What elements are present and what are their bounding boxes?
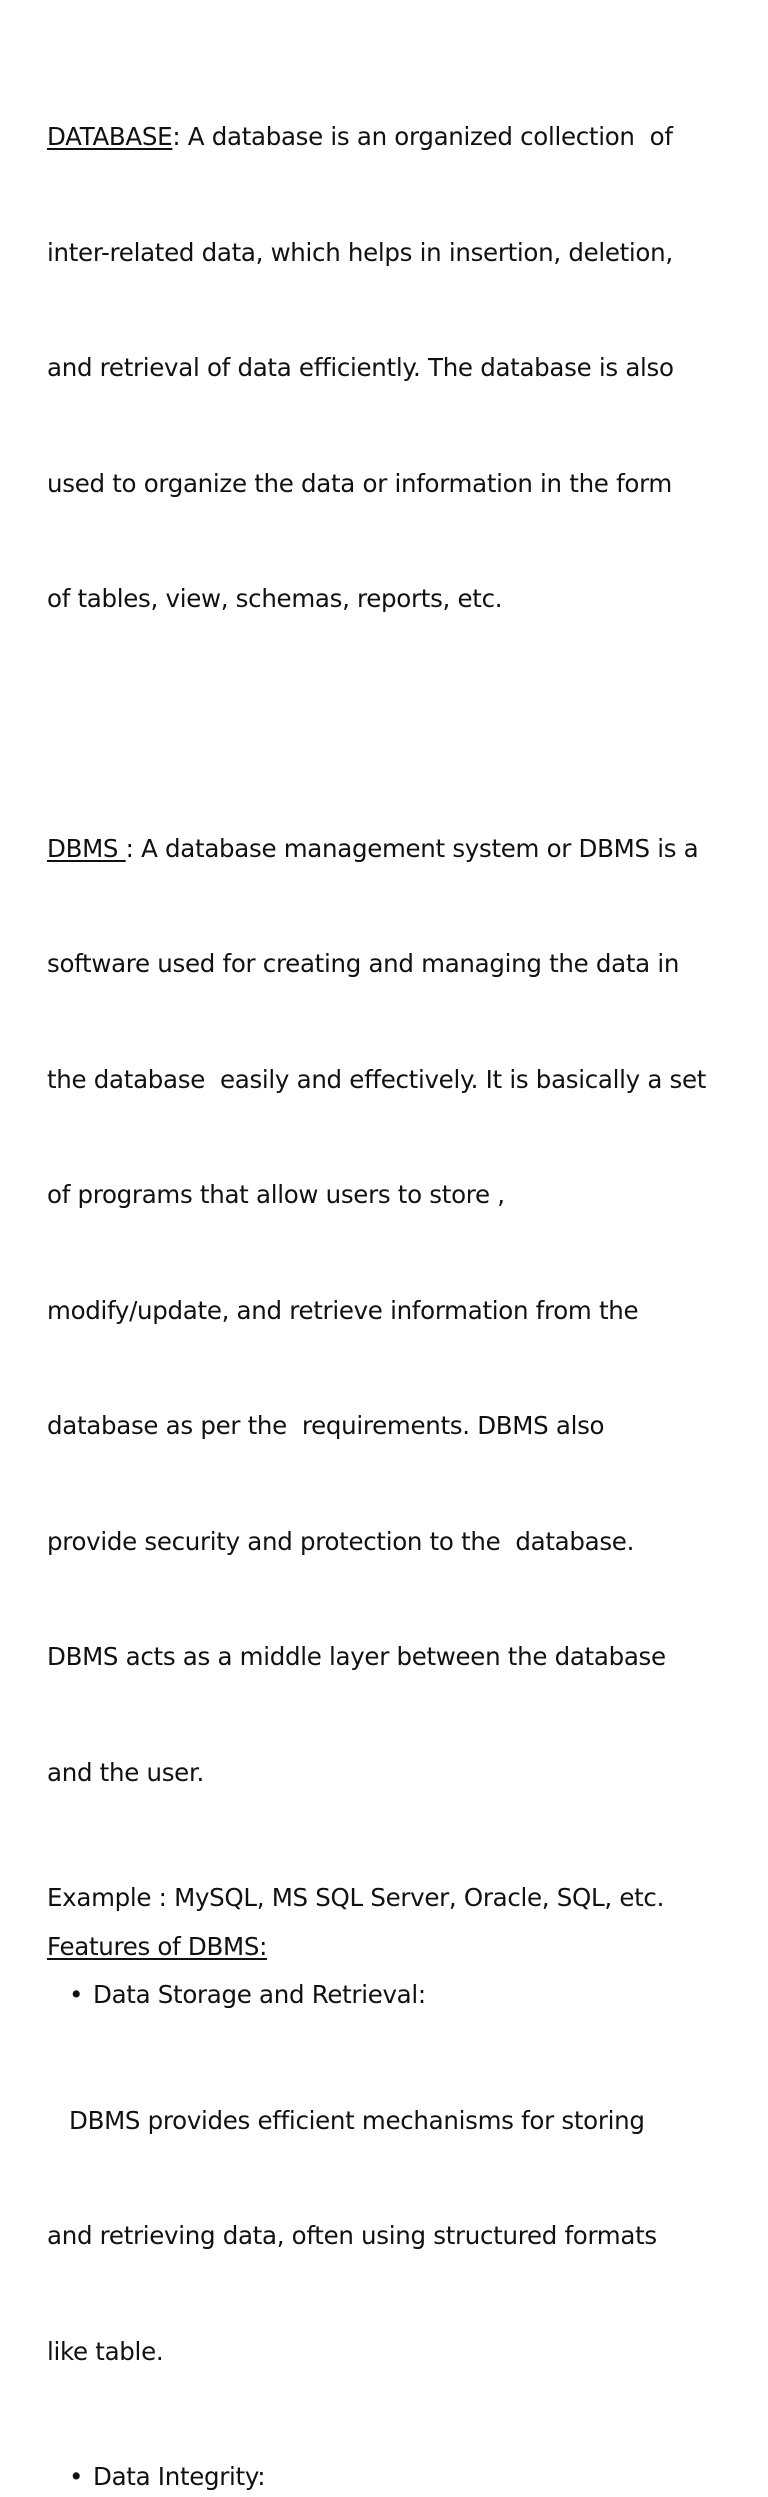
dbms-line-9: and the user. [47,1757,204,1787]
dbms-line-2: software used for creating and managing the data in [47,949,680,978]
paragraph-spacer [47,2448,737,2458]
feature-description-line-1: DBMS provides efficient mechanisms for storing [69,2105,645,2135]
feature-description [47,2025,737,2449]
dbms-line-3: the database easily and effectively. It is basically a set [47,1064,707,1094]
document-page [47,41,737,2497]
dbms-line-6: database as per the requirements. DBMS also [47,1411,605,1440]
dbms-line-5: modify/update, and retrieve information from the [47,1295,639,1325]
database-term-separator: : [172,122,181,151]
paragraph-spacer [47,1869,737,1879]
example-line: Example : MySQL, MS SQL Server, Oracle, SQL, etc. [47,1883,665,1912]
paragraph-spacer [47,1918,737,1928]
paragraph-spacer [47,696,737,753]
database-line-1: A database is an organized collection of [180,122,673,151]
database-line-3: and retrieval of data efficiently. The database is also [47,353,674,382]
dbms-term: DBMS [47,833,126,863]
feature-title: Data Storage and Retrieval: [93,1980,426,2009]
bullet-icon: • [69,1980,84,2009]
features-heading [47,1928,737,1967]
database-line-2: inter-related data, which helps in insertion, deletion, [47,237,673,267]
bullet-icon: • [69,2462,84,2491]
dbms-paragraph [47,753,737,1870]
database-line-4: used to organize the data or information in the form [47,468,672,498]
feature-item [47,2458,737,2497]
feature-description-line-3: like table. [47,2336,164,2366]
database-line-5: of tables, view, schemas, reports, etc. [47,584,503,613]
dbms-line-4: of programs that allow users to store , [47,1180,505,1209]
dbms-line-1: : A database management system or DBMS is a [125,833,699,863]
database-term: DATABASE [47,122,173,151]
dbms-line-8: DBMS acts as a middle layer between the database [47,1642,666,1671]
features-heading-text: Features of DBMS: [47,1931,268,1961]
database-paragraph [47,41,737,696]
feature-title: Data Integrity: [93,2462,266,2491]
feature-item [47,1976,737,2015]
paragraph-spacer [47,2015,737,2025]
feature-description-line-2: and retrieving data, often using structured formats [47,2221,657,2250]
dbms-line-7: provide security and protection to the database. [47,1526,635,1556]
paragraph-spacer [47,1966,737,1976]
